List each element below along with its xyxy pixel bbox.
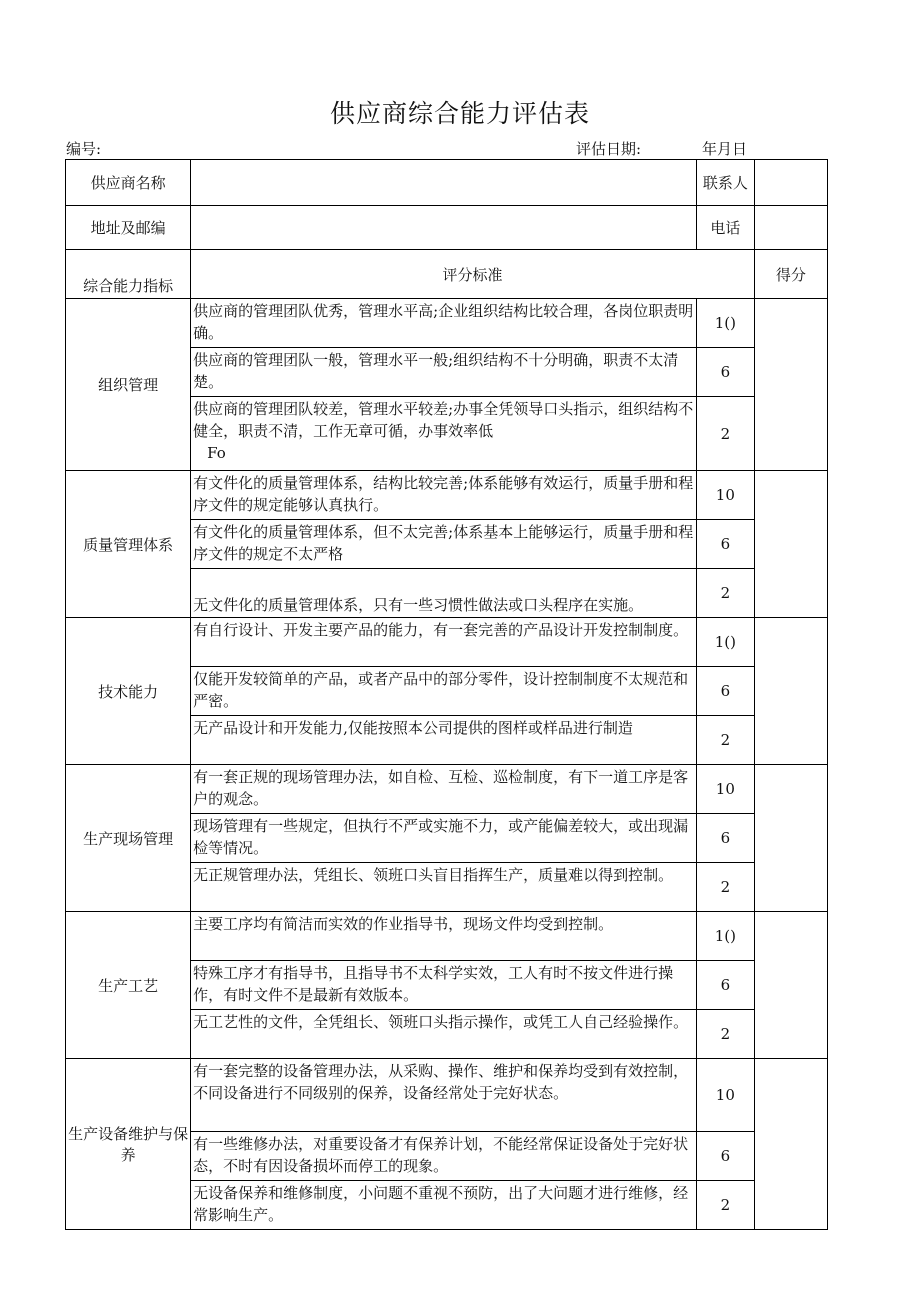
criterion-points: 6 bbox=[696, 520, 754, 569]
criterion-text: 有一套完整的设备管理办法，从采购、操作、维护和保养均受到有效控制，不同设备进行不同级别的保养，设备经常处于完好状态。 bbox=[191, 1059, 697, 1132]
criterion-points: 1() bbox=[696, 618, 754, 667]
criterion-points: 6 bbox=[696, 961, 754, 1010]
criterion-text: 有一些维修办法，对重要设备才有保养计划，不能经常保证设备处于完好状态，不时有因设备损坏而停工的现象。 bbox=[191, 1132, 697, 1181]
score-field[interactable] bbox=[754, 618, 827, 765]
criterion-points: 2 bbox=[696, 569, 754, 618]
criterion-points: 2 bbox=[696, 1010, 754, 1059]
supplier-name-label: 供应商名称 bbox=[66, 160, 191, 206]
criterion-text: 仅能开发较简单的产品，或者产品中的部分零件，设计控制制度不太规范和严密。 bbox=[191, 667, 697, 716]
score-field[interactable] bbox=[754, 1059, 827, 1230]
criterion-extra: Fo bbox=[207, 444, 226, 462]
criterion-points: 10 bbox=[696, 765, 754, 814]
criterion-text: 有一套正规的现场管理办法，如自检、互检、巡检制度，有下一道工序是客户的观念。 bbox=[191, 765, 697, 814]
criterion-text: 无产品设计和开发能力,仅能按照本公司提供的图样或样品进行制造 bbox=[191, 716, 697, 765]
criterion-points: 2 bbox=[696, 397, 754, 471]
criterion-points: 6 bbox=[696, 667, 754, 716]
phone-field[interactable] bbox=[754, 206, 827, 250]
address-field[interactable] bbox=[191, 206, 697, 250]
criterion-text: 特殊工序才有指导书，且指导书不太科学实效，工人有时不按文件进行操作，有时文件不是最新有效版本。 bbox=[191, 961, 697, 1010]
category-cell: 生产设备维护与保养 bbox=[66, 1059, 191, 1230]
criterion-cell bbox=[191, 397, 697, 471]
category-cell: 生产工艺 bbox=[66, 912, 191, 1059]
phone-label: 电话 bbox=[696, 206, 754, 250]
date-label: 评估日期: bbox=[576, 140, 642, 158]
number-label: 编号: bbox=[66, 140, 102, 158]
criterion-points: 1() bbox=[696, 912, 754, 961]
criterion-points: 2 bbox=[696, 716, 754, 765]
criterion-text: 无文件化的质量管理体系，只有一些习惯性做法或口头程序在实施。 bbox=[191, 569, 697, 618]
category-cell: 质量管理体系 bbox=[66, 471, 191, 618]
date-value: 年月日 bbox=[702, 140, 748, 158]
criterion-text: 供应商的管理团队较差，管理水平较差;办事全凭领导口头指示，组织结构不健全，职责不清，工作无章可循，办事效率低 bbox=[193, 400, 694, 440]
category-cell: 生产现场管理 bbox=[66, 765, 191, 912]
score-field[interactable] bbox=[754, 912, 827, 1059]
score-header: 得分 bbox=[754, 250, 827, 299]
criterion-points: 2 bbox=[696, 1181, 754, 1230]
criterion-text: 无设备保养和维修制度，小问题不重视不预防，出了大问题才进行维修，经常影响生产。 bbox=[191, 1181, 697, 1230]
criterion-text: 有自行设计、开发主要产品的能力，有一套完善的产品设计开发控制制度。 bbox=[191, 618, 697, 667]
category-cell: 技术能力 bbox=[66, 618, 191, 765]
criterion-text: 现场管理有一些规定，但执行不严或实施不力，或产能偏差较大，或出现漏检等情况。 bbox=[191, 814, 697, 863]
address-label: 地址及邮编 bbox=[66, 206, 191, 250]
criterion-text: 无正规管理办法，凭组长、领班口头盲目指挥生产，质量难以得到控制。 bbox=[191, 863, 697, 912]
criterion-text: 主要工序均有简洁而实效的作业指导书，现场文件均受到控制。 bbox=[191, 912, 697, 961]
criterion-text: 供应商的管理团队一般，管理水平一般;组织结构不十分明确，职责不太清楚。 bbox=[191, 348, 697, 397]
criterion-points: 6 bbox=[696, 814, 754, 863]
standard-header: 评分标准 bbox=[191, 250, 755, 299]
category-header: 综合能力指标 bbox=[66, 250, 191, 299]
page-title: 供应商综合能力评估表 bbox=[329, 99, 590, 128]
criterion-points: 10 bbox=[696, 1059, 754, 1132]
contact-label: 联系人 bbox=[696, 160, 754, 206]
criterion-text: 有文件化的质量管理体系，结构比较完善;体系能够有效运行，质量手册和程序文件的规定能够认真执行。 bbox=[191, 471, 697, 520]
criterion-text: 有文件化的质量管理体系，但不太完善;体系基本上能够运行，质量手册和程序文件的规定不太严格 bbox=[191, 520, 697, 569]
contact-field[interactable] bbox=[754, 160, 827, 206]
criterion-points: 2 bbox=[696, 863, 754, 912]
criterion-points: 10 bbox=[696, 471, 754, 520]
evaluation-table bbox=[65, 159, 828, 1230]
criterion-points: 6 bbox=[696, 1132, 754, 1181]
score-field[interactable] bbox=[754, 299, 827, 471]
criterion-text: 供应商的管理团队优秀，管理水平高;企业组织结构比较合理，各岗位职责明确。 bbox=[191, 299, 697, 348]
criterion-text: 无工艺性的文件，全凭组长、领班口头指示操作，或凭工人自己经验操作。 bbox=[191, 1010, 697, 1059]
criterion-points: 1() bbox=[696, 299, 754, 348]
criterion-points: 6 bbox=[696, 348, 754, 397]
category-cell: 组织管理 bbox=[66, 299, 191, 471]
supplier-name-field[interactable] bbox=[191, 160, 697, 206]
score-field[interactable] bbox=[754, 471, 827, 618]
score-field[interactable] bbox=[754, 765, 827, 912]
